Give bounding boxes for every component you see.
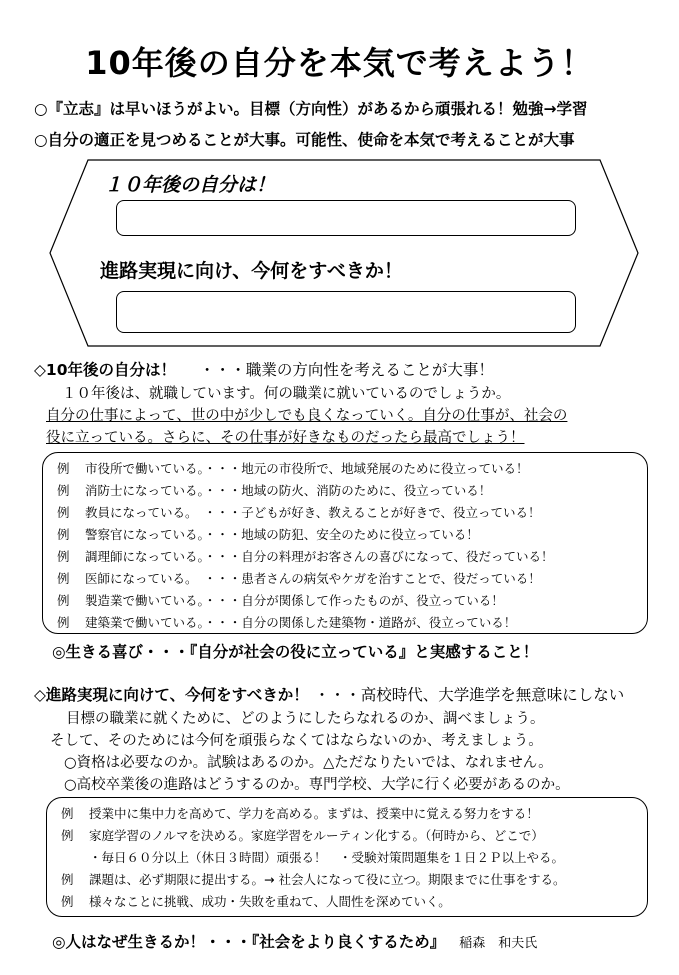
quote-author: 稲森 和夫氏 [459, 936, 538, 951]
section2-heading [34, 683, 624, 705]
section2-conclusion-text: ◎人はなぜ生きるか！・・・『社会をより良くするため』 [52, 933, 446, 951]
section2-heading-tail: ・・・高校時代、大学進学を無意味にしない [314, 686, 625, 704]
section1-line-2: 自分の仕事によって、世の中が少しでも良くなっていく。自分の仕事が、社会の [46, 408, 568, 424]
lead-point-2: ○自分の適正を見つめることが大事。可能性、使命を本気で考えることが大事 [34, 131, 575, 149]
what-to-do-answer-field[interactable] [116, 291, 576, 333]
hex-label-what-to-do-now: 進路実現に向け、今何をすべきか！ [100, 260, 403, 282]
example-item: ・毎日６０分以上（休日３時間）頑張る！ ・受験対策問題集を１日２Ｐ以上やる。 [89, 850, 565, 865]
example-item: 例 市役所で働いている。・・・地元の市役所で、地域発展のために役立っている！ [57, 461, 529, 476]
section2-line-1: 目標の職業に就くために、どのようにしたらなれるのか、調べましょう。 [66, 711, 545, 727]
example-item: 例 建築業で働いている。・・・自分の関係した建築物・道路が、役立っている！ [57, 615, 517, 630]
section1-heading-tail: ・・・職業の方向性を考えることが大事！ [199, 361, 494, 379]
section1-conclusion: ◎生きる喜び・・・『自分が社会の役に立っている』と実感すること！ [52, 643, 539, 661]
example-item: 例 課題は、必ず期限に提出する。→ 社会人になって役に立つ。期限までに仕事をする。 [61, 872, 566, 887]
section1-examples-box [42, 452, 648, 634]
section2-conclusion [52, 930, 537, 952]
page-title: 10年後の自分を本気で考えよう！ [85, 44, 594, 82]
example-item: 例 医師になっている。 ・・・患者さんの病気やケガを治すことで、役だっている！ [57, 571, 541, 586]
section2-examples-box [46, 797, 648, 917]
section2-line-4: ○高校卒業後の進路はどうするのか。専門学校、大学に行く必要があるのか。 [64, 777, 570, 793]
section2-line-2: そして、そのためには今何を頑張らなくてはならないのか、考えましょう。 [50, 733, 543, 749]
section2-heading-main: ◇進路実現に向けて、今何をすべきか！ [34, 686, 309, 704]
hex-label-future-self: １０年後の自分は！ [104, 174, 276, 196]
section2-line-3: ○資格は必要なのか。試験はあるのか。△ただなりたいでは、なれません。 [64, 755, 553, 771]
section1-heading [34, 358, 494, 380]
future-self-answer-field[interactable] [116, 200, 576, 236]
section1-line-1: １０年後は、就職しています。何の職業に就いているのでしょうか。 [62, 386, 511, 402]
example-item: 例 警察官になっている。・・・地域の防犯、安全のために役立っている！ [57, 527, 479, 542]
example-item: 例 家庭学習のノルマを決める。家庭学習をルーティン化する。（何時から、どこで） [61, 828, 544, 843]
example-item: 例 様々なことに挑戦、成功・失敗を重ねて、人間性を深めていく。 [61, 894, 451, 909]
example-item: 例 製造業で働いている。・・・自分が関係して作ったものが、役立っている！ [57, 593, 504, 608]
lead-point-1: ○『立志』は早いほうがよい。目標（方向性）があるから頑張れる！勉強→学習 [34, 100, 588, 118]
example-item: 例 教員になっている。 ・・・子どもが好き、教えることが好きで、役立っている！ [57, 505, 541, 520]
example-item: 例 消防士になっている。・・・地域の防火、消防のために、役立っている！ [57, 483, 492, 498]
section1-heading-main: ◇10年後の自分は！ [34, 361, 176, 379]
example-item: 例 授業中に集中力を高めて、学力を高める。まずは、授業中に覚える努力をする！ [61, 806, 539, 821]
example-item: 例 調理師になっている。・・・自分の料理がお客さんの喜びになって、役だっている！ [57, 549, 554, 564]
hexagon-answer-box [48, 158, 640, 348]
section1-line-3: 役に立っている。さらに、その仕事が好きなものだったら最高でしょう！ [46, 430, 525, 446]
